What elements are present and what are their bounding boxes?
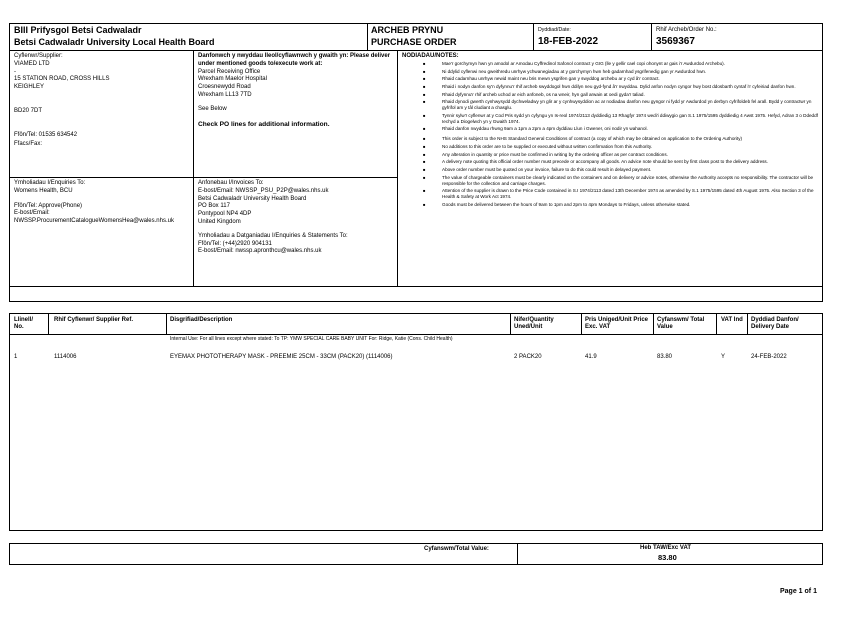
totals-label: Cyfanswm/Total Value: [424,546,489,552]
org-name-welsh: BIlI Prifysgol Betsi Cadwaladr [14,25,142,35]
note-item: ■ Ni ddylid cyflenwi neu gweithredu unrhyw ychwanegiadau at y gorchymyn hwn heb gadarnhad ysgrifenedig gan yr Awdurdod hwn. [402,69,819,75]
note-item: ■ Rhaid cadarnhau unrhyw newid maint neu bris mewn ysgrifen gan y swyddog archebu ar y cyd â'r contract. [402,76,819,82]
note-item: ■ The value of chargeable containers must be clearly indicated on the containers and on delivery or advice notes, otherwise the Authority accepts no responsibility. The contractor will be responsible for the collection and carriage charges. [402,175,819,186]
row-line: 1 [14,354,18,360]
invoices-block [198,180,393,256]
order-no-label: Rhif Archeb/Order No.: [656,27,717,33]
enquiries-email[interactable]: NWSSP.ProcurementCatalogueWomensHea@wales.nhs.uk [14,218,174,225]
row-supplier-ref: 1114006 [54,354,77,360]
enquiries-label: Ymholiadau I/Enquiries To: [14,180,86,186]
row-unit: 2 PACK20 [514,354,542,360]
row-delivery-date: 24-FEB-2022 [751,354,787,360]
note-item: ■ Tynnir sylw'r cyflenwr at y Cod Pris sydd yn cyfyngu yn Is-reol 1974/2113 dyddiedig 13 Rhagfyr 1974 wedi'i ddiwygio gan S.1 1975/1595 dyddiedig 4 Awst 1975. Hefyd, Adran 3 o Ddeddf Iechyd a Diogelwch yn y Gwaith 1974. [402,113,819,124]
supplier-fax: Ffacs/Fax: [14,140,43,147]
order-no-value: 3569367 [656,36,695,47]
delivery-line-3: Croesnewydd Road [198,84,251,91]
col-header-total: Cyfanswm/ Total Value [657,317,705,331]
supplier-block [14,53,189,148]
invoices-line-1: Betsi Cadwaladr University Health Board [198,195,307,202]
statements-email[interactable]: E-bost/Email: nwssp.apronthcu@wales.nhs.uk [198,248,322,255]
totals-bar [9,543,823,565]
invoices-line-2: PO Box 117 [198,203,230,210]
col-header-unit: Nifer/Quantity Uned/Unit [514,317,554,331]
row-price: 41.9 [585,354,597,360]
delivery-line-1: Parcel Receiving Office [198,68,261,75]
supplier-dash: - [14,68,16,75]
supplier-postcode: BD20 7DT [14,107,43,114]
row-vat: Y [721,354,726,360]
delivery-line-2: Wrexham Maelor Hospital [198,76,267,83]
delivery-check-po: Check PO lines for additional information. [198,120,330,128]
col-header-supplier-ref: Rhif Cyflenwr/ Supplier Ref. [54,317,134,323]
invoices-email[interactable]: E-bost/Email: NWSSP_PSU_P2P@wales.nhs.uk [198,187,329,194]
note-item: ■ Any alteration in quantity or price must be confirmed in writing by the ordering officer as per contract conditions. [402,152,819,158]
notes-block [402,53,819,209]
supplier-name: VIAMED LTD [14,60,50,67]
delivery-line-4: Wrexham LL13 7TD [198,91,252,98]
doc-title-welsh: ARCHEB PRYNU [371,25,444,35]
notes-label: NODIADAU/NOTES: [402,53,459,59]
date-value: 18-FEB-2022 [538,36,599,47]
note-item: ■ Above order number must be quoted on your invoice, failure to do this could result in delayed payment. [402,167,819,173]
col-header-delivery: Dyddiad Danfon/ Delivery Date [751,317,799,331]
enquiries-email-label: E-bost/Email: [14,210,50,217]
row-description: EYEMAX PHOTOTHERAPY MASK - PREEMIE 25CM - 33CM (PACK20) (1114006) [170,354,393,360]
statements-phone: Ffôn/Tel: (+44)2920 904131 [198,240,272,247]
enquiries-phone: Ffôn/Tel: Approve(Phone) [14,202,83,209]
note-item: ■ Attention of the supplier is drawn to the Price Code contained in S.I 1974/2113 dated 13th December 1974 as amended by S.1 1975/1595 dated 4th August 1975. Also Section 3 of the Health & Safety at Work Act 1974. [402,188,819,199]
supplier-label: Cyflenwr/Supplier: [14,53,63,59]
delivery-label: Danfonwch y nwyddau lleol/cyflawnwch y gwaith yn: Please deliver under mentioned goods to/execute work at: [198,53,391,67]
note-item: ■ Goods must be delivered between the hours of 9am to 1pm and 2pm to 4pm Mondays to Fridays, unless otherwise stated. [402,202,819,208]
row-internal-use: Internal Use: For all lines except where stated: To TP: YMW SPECIAL CARE BABY UNIT For: Ridge, Katie (Cons. Child Health) [170,336,453,342]
invoices-line-4: United Kingdom [198,218,241,225]
notes-list [402,61,819,208]
enquiries-line-1: Womens Health, BCU [14,187,73,194]
totals-value: 83.80 [658,553,677,562]
note-item: ■ A delivery note quoting this official order number must precede or accompany all goods. An advice note should be sent by first class post to the delivery address. [402,159,819,165]
note-item: ■ Rhaid danfon nwyddau rhwng 9am a 1pm a 2pm a 4pm dyddiau Llun i Gwener, oni nodir yn wahanol. [402,126,819,132]
supplier-phone: Ffôn/Tel: 01535 634542 [14,131,78,138]
date-label: Dyddiad/Date: [538,27,571,33]
note-item: ■ Rhaid i nodyn danfon sy'n dyfynnu'r rhif archeb swyddogol hwn ddilyn neu gyd-fynd â'r nwyddau. Dylid anfon nodyn cyngor hwy bost ddosbarth cyntaf i'r cyfeiriad danfon hwn. [402,84,819,90]
supplier-address-2: KEIGHLEY [14,84,45,91]
col-header-vat: VAT Ind [721,317,743,323]
line-items-table [9,313,823,531]
supplier-address-1: 15 STATION ROAD, CROSS HILLS [14,76,110,83]
delivery-see-below: See Below [198,105,227,112]
note-item: ■ Mae'r gorchymyn hwn yn amodol ar Amodau Cyffredinol Safonol contract y GIG (lle y gellir cael copi ohonynt ar gais i'r Awdurdod Archebu). [402,61,819,67]
col-header-description: Disgrifiad/Description [170,317,233,323]
note-item: ■ No additions to this order are to be supplied or executed without written confirmation from this Authority. [402,144,819,150]
totals-vat-label: Heb TAW/Exc VAT [640,545,692,551]
note-item: ■ This order is subject to the NHS Standard General Conditions of contract (a copy of which may be obtained on application to the Ordering Authority) [402,136,819,142]
org-name-english: Betsi Cadwaladr University Local Health Board [14,37,215,47]
delivery-block [198,53,393,129]
col-header-line: Llinell/ No. [14,317,34,331]
note-item: ■ Rhaid dyfynnu'r rhif archeb uchod ar eich anfoneb, os na wneir, hyn gall arwain at oedi gyda'r taliad. [402,92,819,98]
note-item: ■ Rhaid dynodi gwerth cynhwysydd dychweladwy yn glir ar y cynhwysyddion ac ar nodiadau danfon neu gyngor ni fydd yr Awdurdod yn derbyn cyfrifoldeb fel arall. Bydd y contractwr yn gyfrifol am y tâl cludiant a chasglu. [402,99,819,110]
row-total: 83.80 [657,354,673,360]
page-number: Page 1 of 1 [780,588,817,595]
enquiries-block [14,180,189,226]
col-header-price: Pris Uniged/Unit Price Exc. VAT [585,317,649,331]
invoices-label: Anfonebau I/Invoices To: [198,180,264,186]
doc-title-english: PURCHASE ORDER [371,37,457,47]
statements-label: Ymholiadau a Datganiadau I/Enquiries & Statements To: [198,232,348,239]
invoices-line-3: Pontypool NP4 4DP [198,211,252,218]
